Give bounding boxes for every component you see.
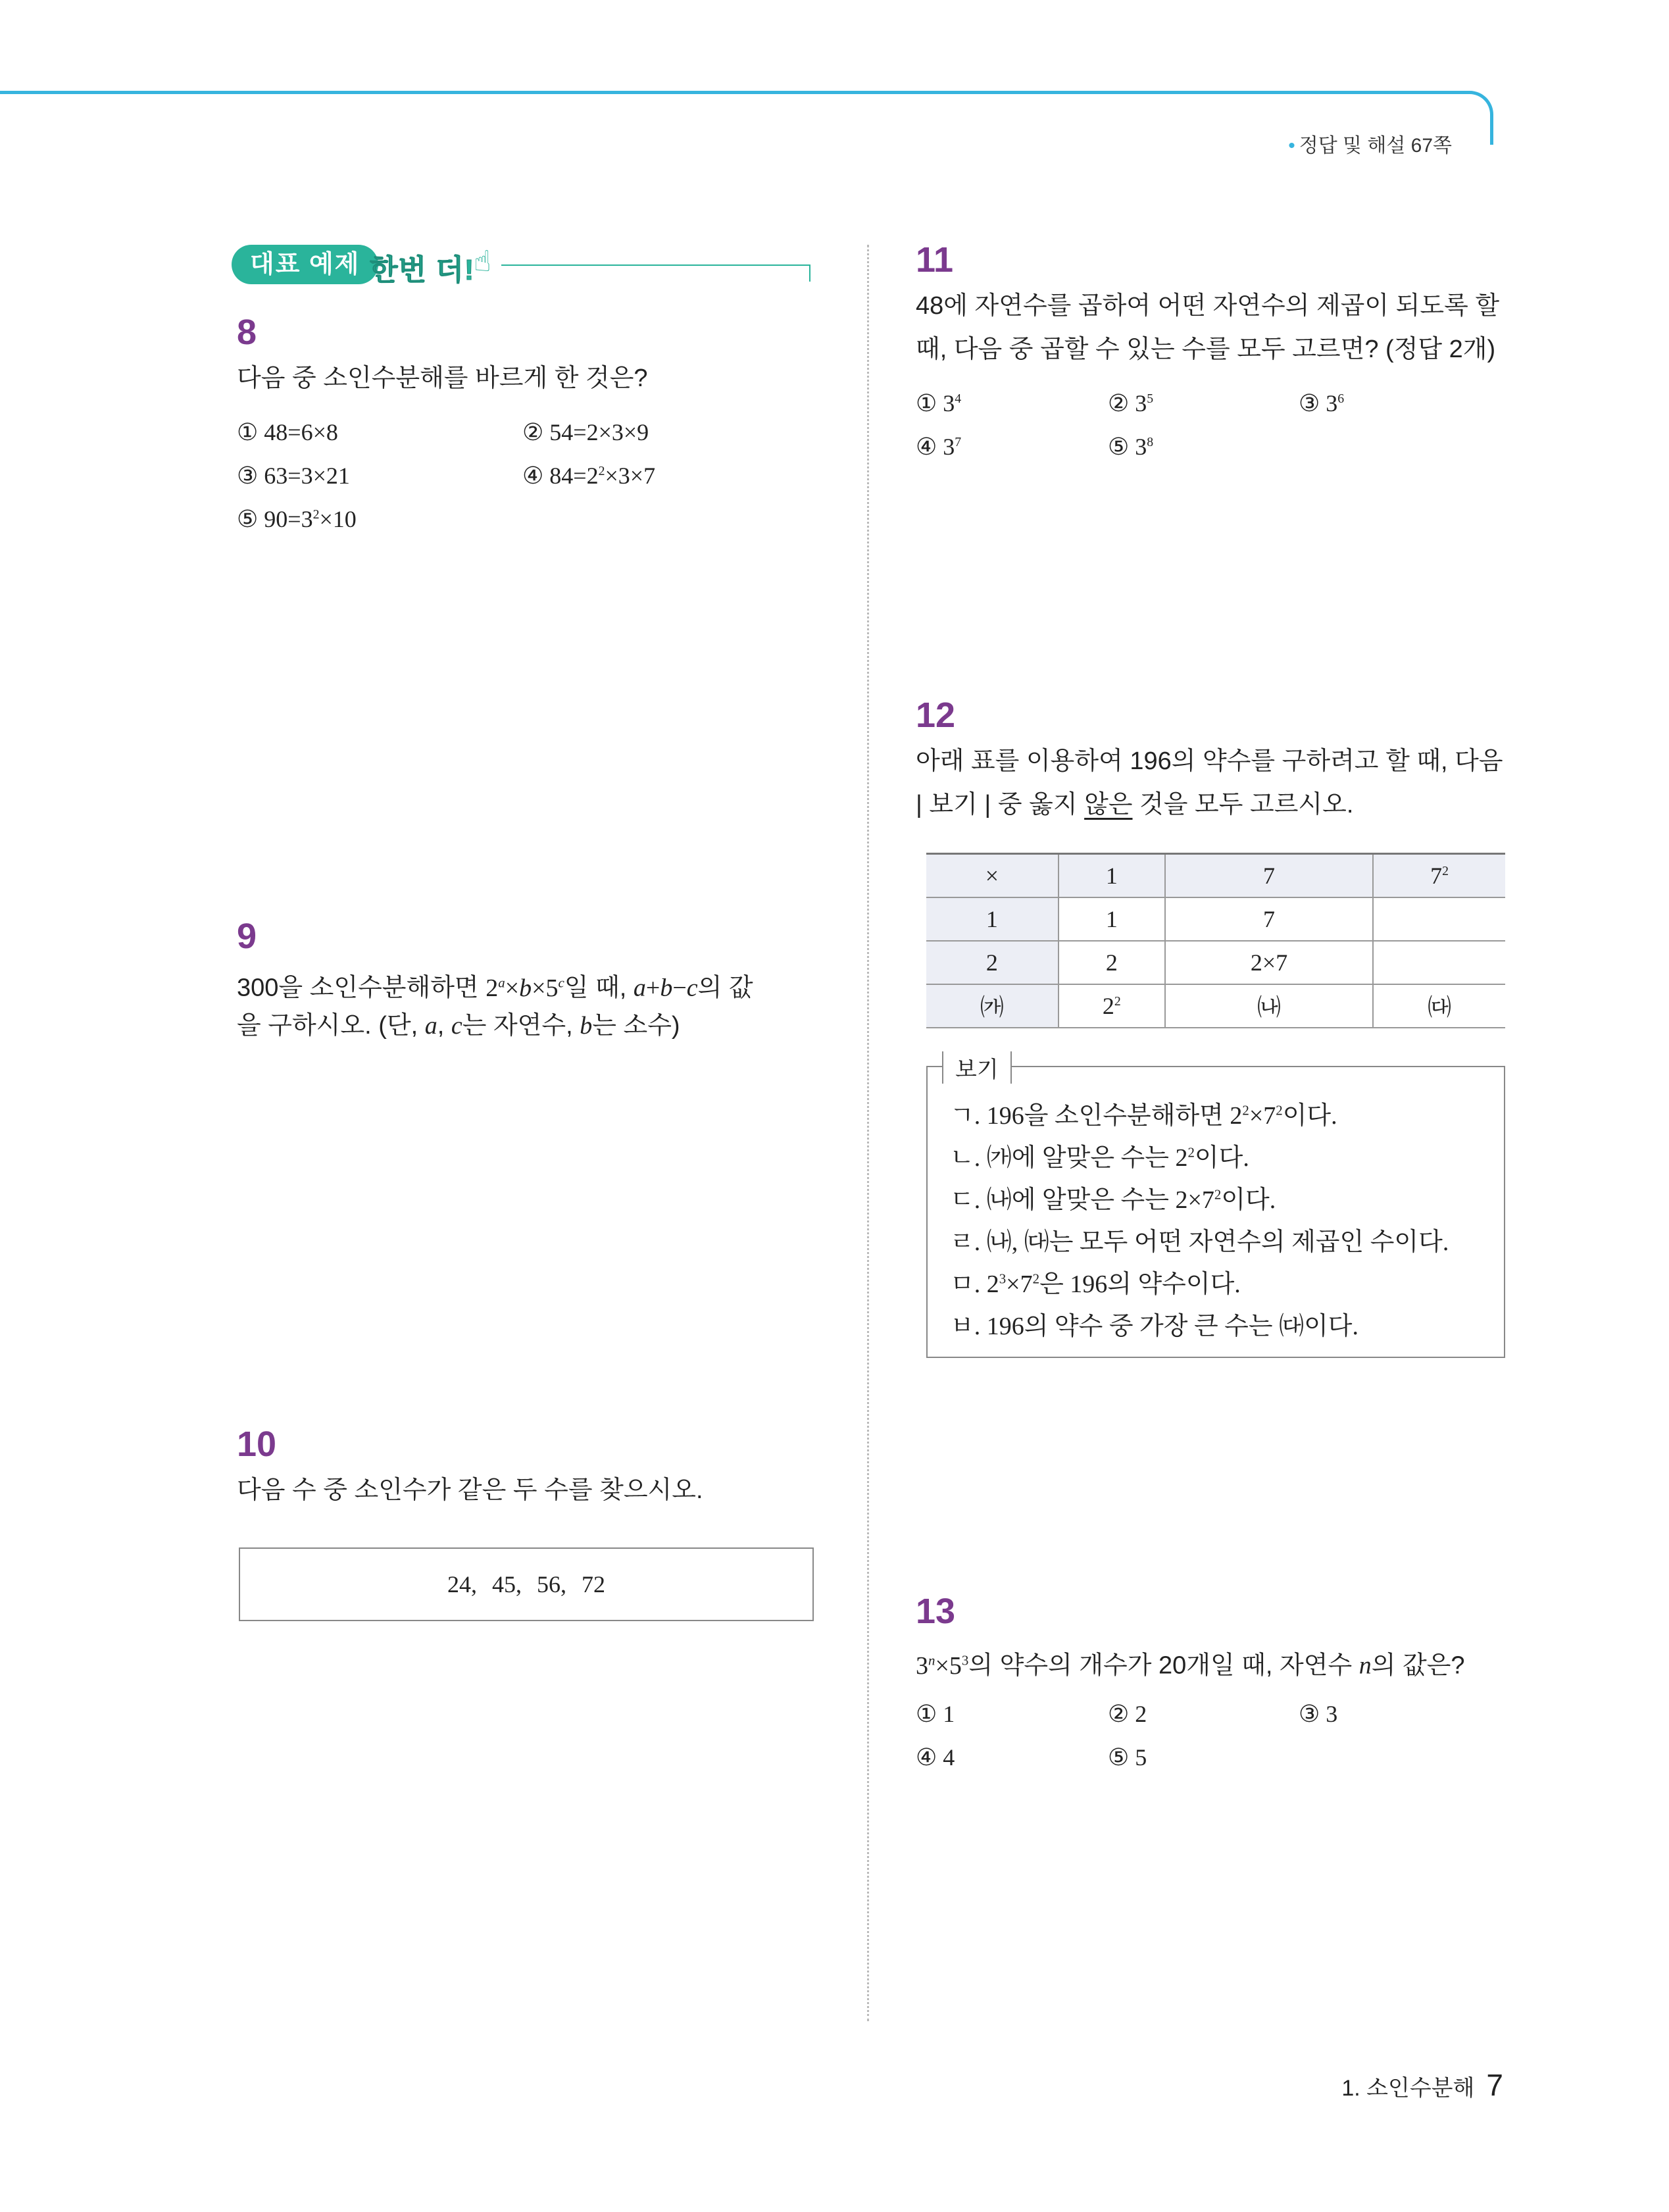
bogi-item-3: ㄷ. ㈏에 알맞은 수는 $2\times 7^2$이다. — [950, 1186, 1276, 1214]
q11-option-4: ④ $3^7$ — [916, 434, 962, 460]
pointing-hand-icon: ☝ — [474, 245, 491, 278]
table-row — [926, 897, 1505, 941]
question-13-number: 13 — [916, 1592, 956, 1631]
table-cell: 7 — [1165, 897, 1373, 941]
question-11-line-2: 때, 다음 중 곱할 수 있는 수를 모두 고르면? (정답 2개) — [916, 336, 1496, 363]
section-header — [232, 245, 810, 284]
question-8-number: 8 — [237, 313, 257, 352]
bogi-item-5: ㅁ. $2^3\times 7^2$은 196의 약수이다. — [950, 1270, 1241, 1298]
table-cell: $2^2$ — [1059, 984, 1165, 1028]
question-10-number: 10 — [237, 1424, 277, 1464]
q11-option-5: ⑤ $3^8$ — [1108, 434, 1154, 460]
table-header-row — [926, 854, 1505, 897]
question-9-line-1: 300을 소인수분해하면 $2^a\times b\times 5^c$일 때, a+b−c의 값 — [237, 974, 753, 1002]
table-cell — [1373, 897, 1505, 941]
question-9-number: 9 — [237, 917, 257, 956]
q13-option-4: ④ 4 — [916, 1744, 955, 1771]
q8-option-5: ⑤ $90=3^2\times 10$ — [237, 506, 357, 532]
header-rule-end — [809, 264, 810, 282]
q13-option-1: ① 1 — [916, 1701, 955, 1727]
table-cell: ㈎ — [926, 984, 1059, 1028]
table-cell: ㈐ — [1373, 984, 1505, 1028]
q8-option-2: ② 54=2×3×9 — [522, 419, 649, 445]
table-cell: × — [926, 854, 1059, 897]
bogi-item-1: ㄱ. 196을 소인수분해하면 $2^2\times 7^2$이다. — [950, 1102, 1337, 1130]
number-list-box: 24, 45, 56, 72 — [239, 1547, 814, 1621]
header-rule — [501, 264, 810, 266]
table-cell: 2 — [926, 941, 1059, 984]
answer-reference: • 정답 및 해설 67쪽 — [1288, 135, 1452, 157]
table-row — [926, 941, 1505, 984]
q11-option-3: ③ $3^6$ — [1299, 390, 1345, 416]
bogi-item-2: ㄴ. ㈎에 알맞은 수는 $2^2$이다. — [950, 1144, 1249, 1172]
q13-option-5: ⑤ 5 — [1108, 1744, 1147, 1771]
q13-option-2: ② 2 — [1108, 1701, 1147, 1727]
question-12-line-2: | 보기 | 중 옳지 않은 것을 모두 고르시오. — [916, 791, 1354, 818]
bogi-item-6: ㅂ. 196의 약수 중 가장 큰 수는 ㈐이다. — [950, 1313, 1358, 1340]
divisor-table — [926, 853, 1505, 1028]
example-badge: 대표 예제 — [232, 245, 378, 284]
table-cell: 2 — [1059, 941, 1165, 984]
question-12-line-1: 아래 표를 이용하여 196의 약수를 구하려고 할 때, 다음 — [916, 747, 1503, 775]
q11-option-1: ① $3^4$ — [916, 390, 962, 416]
page-footer — [1341, 2067, 1503, 2103]
table-cell: 7 — [1165, 854, 1373, 897]
table-cell: 1 — [1059, 897, 1165, 941]
table-cell — [1373, 941, 1505, 984]
q8-option-4: ④ $84=2^2\times 3\times 7$ — [522, 463, 656, 489]
table-row — [926, 984, 1505, 1028]
table-cell: 2×7 — [1165, 941, 1373, 984]
top-border-line — [0, 91, 1493, 145]
question-11-number: 11 — [916, 240, 954, 280]
question-11-line-1: 48에 자연수를 곱하여 어떤 자연수의 제곱이 되도록 할 — [916, 292, 1500, 320]
question-13-text: $3^n\times 5^3$의 약수의 개수가 20개일 때, 자연수 n의 값은? — [916, 1651, 1465, 1680]
question-9-line-2: 을 구하시오. (단, a, c는 자연수, b는 소수) — [237, 1012, 680, 1040]
table-cell: $7^2$ — [1373, 854, 1505, 897]
column-divider — [867, 245, 869, 2021]
table-cell: 1 — [1059, 854, 1165, 897]
once-more-label: 한번 더! — [370, 254, 475, 286]
page-number: 7 — [1486, 2068, 1503, 2102]
question-8-text: 다음 중 소인수분해를 바르게 한 것은? — [237, 364, 648, 392]
q8-option-1: ① 48=6×8 — [237, 419, 338, 445]
table-cell: 1 — [926, 897, 1059, 941]
table-cell: ㈏ — [1165, 984, 1373, 1028]
q8-option-3: ③ 63=3×21 — [237, 463, 350, 489]
bogi-item-4: ㄹ. ㈏, ㈐는 모두 어떤 자연수의 제곱인 수이다. — [950, 1228, 1449, 1256]
question-10-text: 다음 수 중 소인수가 같은 두 수를 찾으시오. — [237, 1476, 703, 1504]
question-12-number: 12 — [916, 695, 956, 735]
q11-option-2: ② $3^5$ — [1108, 390, 1154, 416]
q13-option-3: ③ 3 — [1299, 1701, 1338, 1727]
chapter-title: 1. 소인수분해 — [1341, 2076, 1475, 2101]
bogi-label: 보기 — [942, 1051, 1012, 1084]
